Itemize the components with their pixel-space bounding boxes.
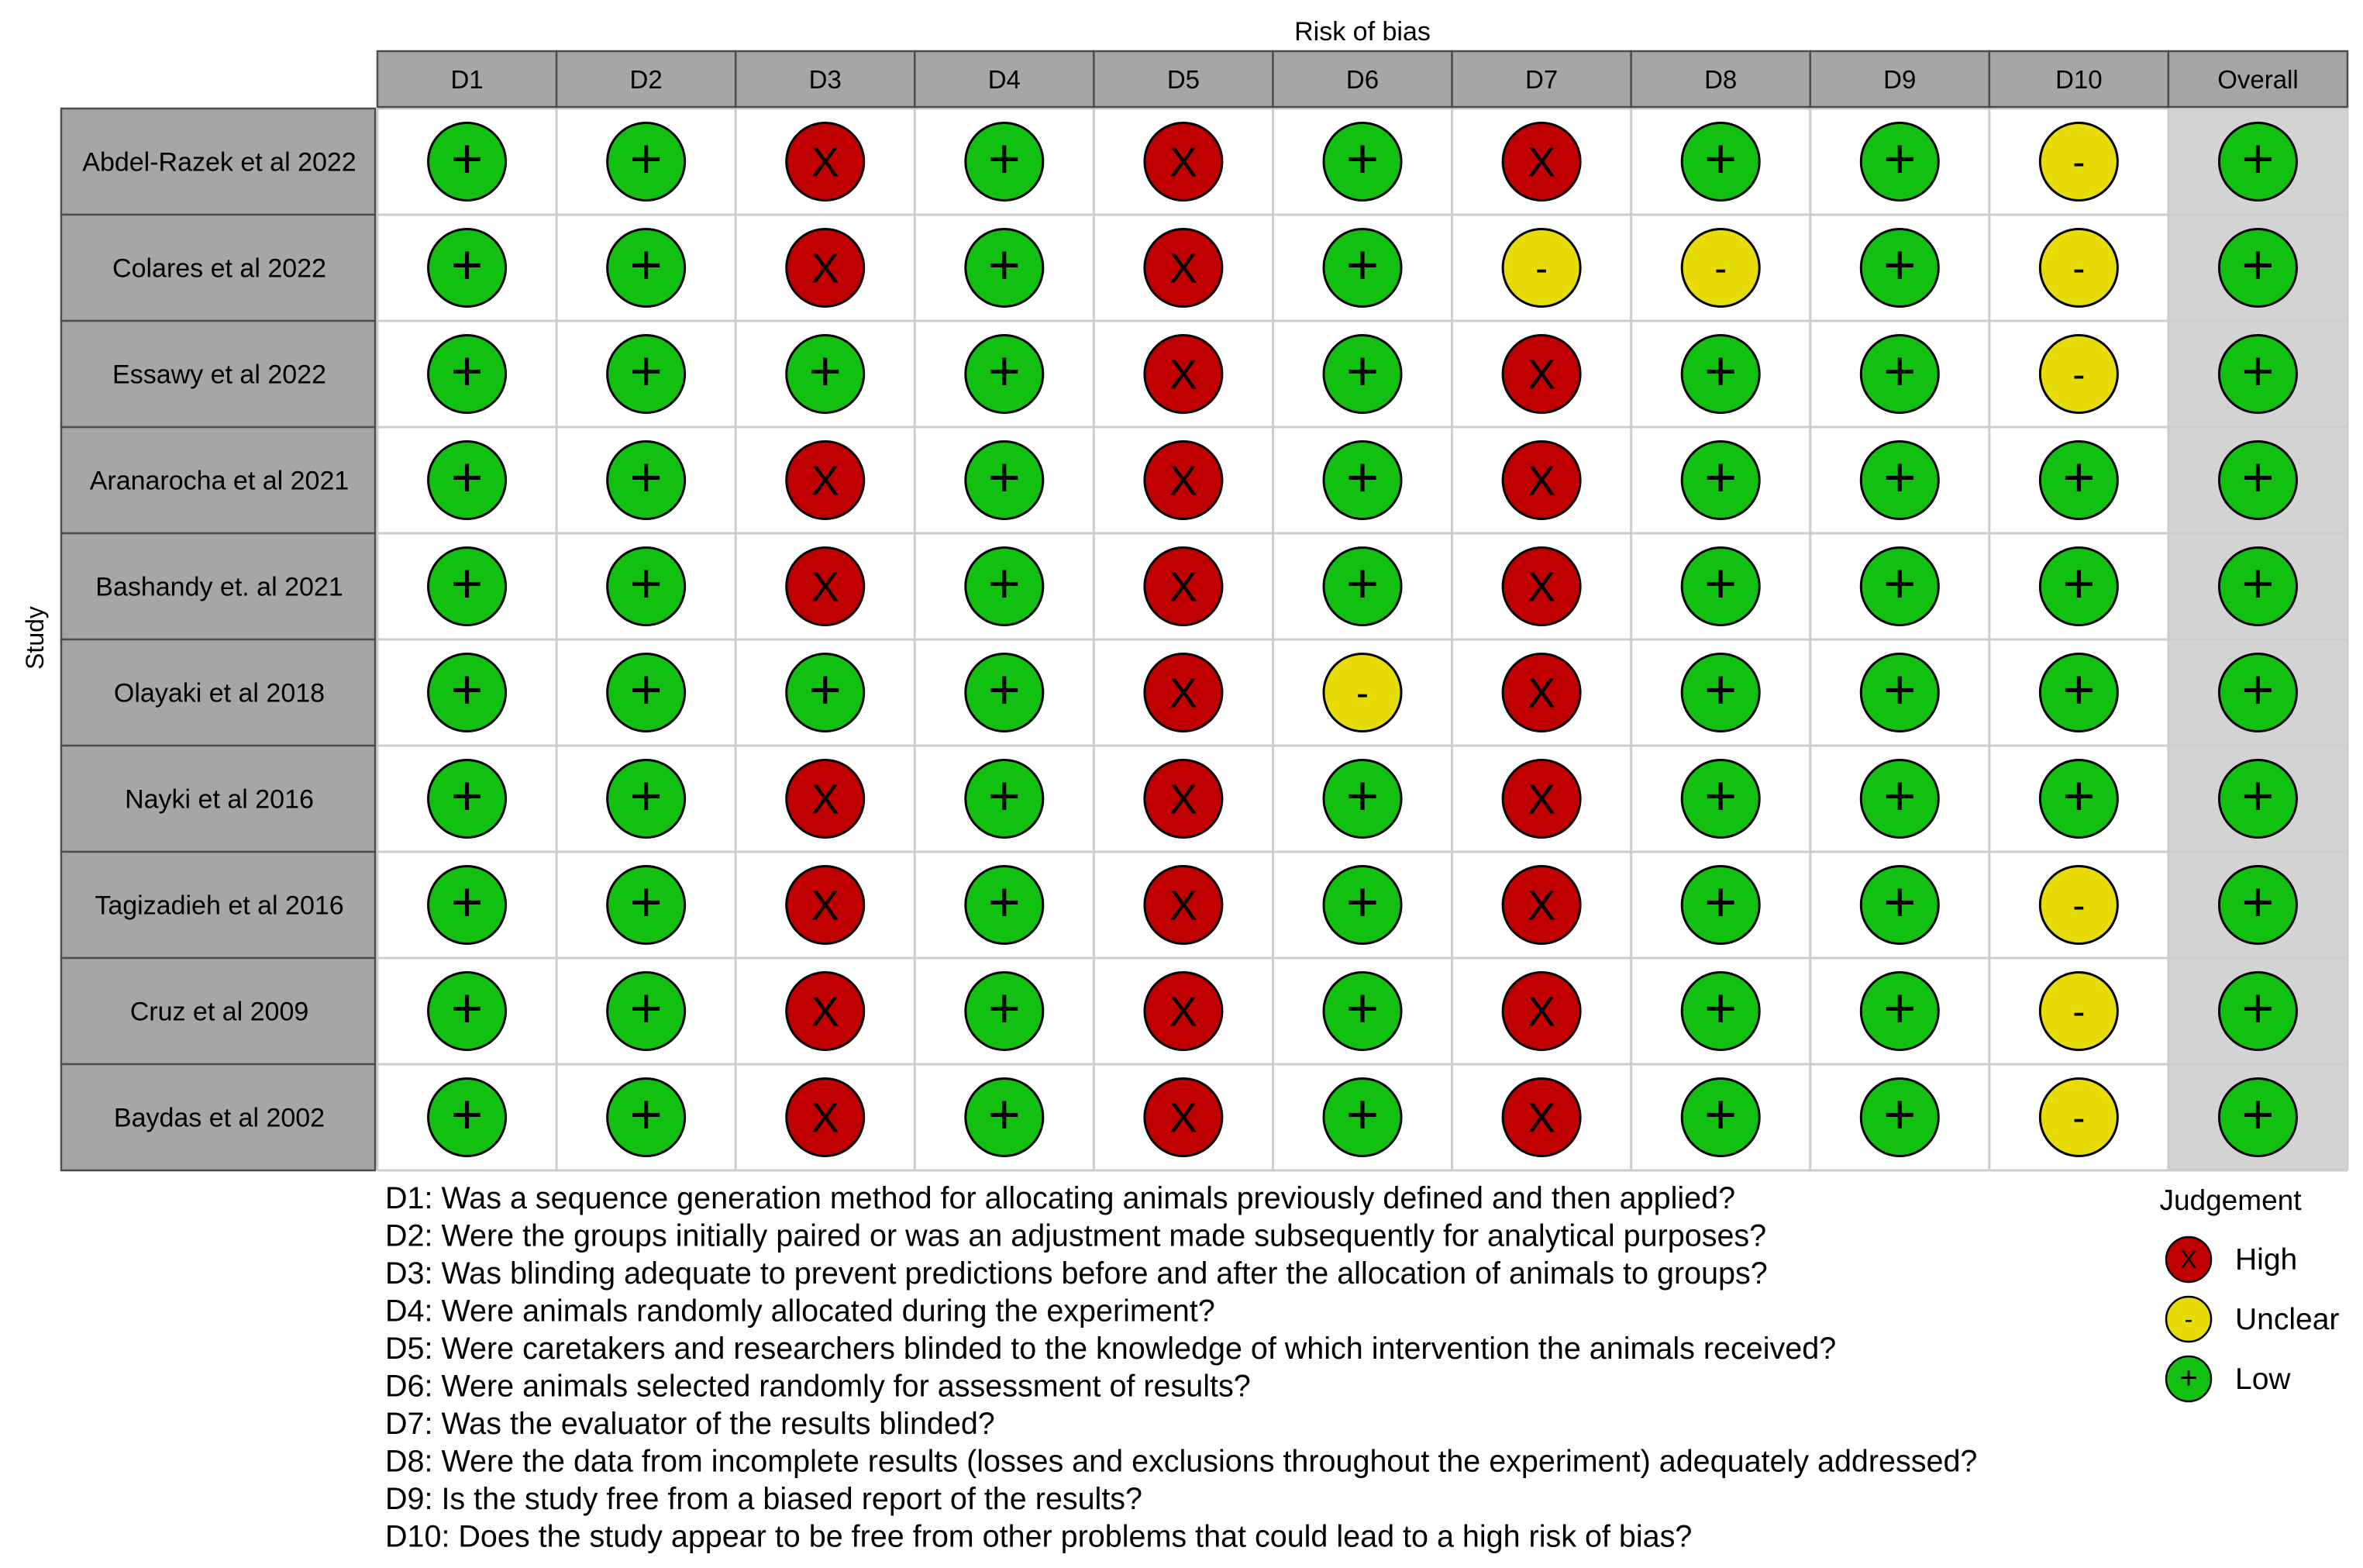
judgement-symbol: X <box>1528 776 1556 823</box>
judgement-point <box>966 336 1043 413</box>
study-label: Olayaki et al 2018 <box>113 678 326 708</box>
judgement-symbol: + <box>808 659 842 722</box>
judgement-point <box>1145 973 1222 1050</box>
judgement-point <box>966 760 1043 838</box>
judgement-point <box>1682 760 1759 838</box>
judgement-point <box>429 760 506 838</box>
footnote-line: D10: Does the study appear to be free from other problems that could lead to a high risk of bias? <box>385 1519 1693 1554</box>
judgement-symbol: X <box>811 882 839 929</box>
judgement-point <box>1324 760 1401 838</box>
judgement-symbol: + <box>1704 1084 1738 1146</box>
judgement-point <box>429 973 506 1050</box>
judgement-point <box>1324 867 1401 944</box>
judgement-symbol: X <box>1528 988 1556 1036</box>
column-header-label: D7 <box>1524 65 1559 94</box>
judgement-point <box>787 229 864 307</box>
study-label: Nayki et al 2016 <box>125 784 314 815</box>
judgement-point <box>1861 123 1938 201</box>
judgement-point <box>787 123 864 201</box>
legend-symbol: + <box>2179 1361 2198 1395</box>
judgement-symbol: X <box>1169 563 1197 611</box>
judgement-symbol: + <box>629 765 663 828</box>
study-label: Cruz et al 2009 <box>129 997 309 1027</box>
judgement-point <box>1145 548 1222 625</box>
judgement-symbol: + <box>987 234 1021 297</box>
legend-label: High <box>2235 1243 2298 1277</box>
judgement-symbol: + <box>808 340 842 403</box>
judgement-point <box>1682 1079 1759 1156</box>
judgement-point <box>2040 973 2117 1050</box>
judgement-point <box>608 229 685 307</box>
judgement-point <box>608 336 685 413</box>
legend-symbol: - <box>2184 1305 2193 1333</box>
judgement-point <box>1324 548 1401 625</box>
judgement-symbol: - <box>2072 142 2086 184</box>
footnote-line: D4: Were animals randomly allocated during the experiment? <box>385 1294 1215 1328</box>
judgement-point <box>1861 760 1938 838</box>
judgement-symbol: - <box>1714 248 1727 290</box>
judgement-symbol: X <box>1528 351 1556 398</box>
judgement-symbol: + <box>1883 977 1917 1040</box>
judgement-symbol: X <box>1169 245 1197 292</box>
judgement-symbol: + <box>1345 765 1380 828</box>
column-header-label: D4 <box>987 65 1021 94</box>
judgement-point <box>1861 867 1938 944</box>
judgement-symbol: + <box>1345 234 1380 297</box>
judgement-point <box>2040 336 2117 413</box>
judgement-symbol: + <box>450 765 484 828</box>
judgement-symbol: + <box>987 659 1021 722</box>
judgement-symbol: + <box>1345 871 1380 934</box>
judgement-point <box>1503 229 1580 307</box>
judgement-point <box>787 336 864 413</box>
judgement-point <box>966 123 1043 201</box>
legend-label: Unclear <box>2235 1303 2340 1336</box>
judgement-point <box>2040 442 2117 519</box>
judgement-point <box>1145 654 1222 732</box>
judgement-point <box>1682 973 1759 1050</box>
judgement-symbol: + <box>1883 1084 1917 1146</box>
y-axis-label: Study <box>21 606 49 670</box>
judgement-symbol: + <box>987 128 1021 191</box>
study-label: Abdel-Razek et al 2022 <box>82 147 357 177</box>
judgement-point <box>1503 336 1580 413</box>
judgement-point <box>2040 867 2117 944</box>
judgement-point <box>2219 760 2296 838</box>
judgement-point <box>787 548 864 625</box>
judgement-symbol: X <box>811 776 839 823</box>
column-header-label: Overall <box>2217 65 2299 94</box>
judgement-symbol: + <box>1883 446 1917 509</box>
judgement-symbol: + <box>450 128 484 191</box>
judgement-point <box>1324 973 1401 1050</box>
judgement-symbol: + <box>629 446 663 509</box>
judgement-symbol: + <box>987 340 1021 403</box>
judgement-symbol: + <box>629 977 663 1040</box>
judgement-point <box>1682 654 1759 732</box>
judgement-point <box>608 973 685 1050</box>
footnote-line: D6: Were animals selected randomly for assessment of results? <box>385 1369 1251 1404</box>
column-header-label: D9 <box>1883 65 1917 94</box>
judgement-symbol: - <box>2072 991 2086 1033</box>
judgement-symbol: + <box>987 977 1021 1040</box>
judgement-symbol: + <box>450 977 484 1040</box>
judgement-symbol: + <box>1883 553 1917 615</box>
judgement-point <box>966 548 1043 625</box>
judgement-symbol: + <box>2241 1084 2275 1146</box>
judgement-point <box>2219 654 2296 732</box>
judgement-point <box>608 123 685 201</box>
judgement-symbol: + <box>2062 765 2096 828</box>
judgement-point <box>2219 973 2296 1050</box>
judgement-point <box>966 973 1043 1050</box>
judgement-symbol: + <box>987 871 1021 934</box>
judgement-point <box>2040 229 2117 307</box>
judgement-point <box>1682 229 1759 307</box>
judgement-point <box>608 548 685 625</box>
judgement-symbol: + <box>629 1084 663 1146</box>
judgement-symbol: + <box>450 553 484 615</box>
column-header-label: D3 <box>808 65 842 94</box>
judgement-point <box>1324 654 1401 732</box>
judgement-symbol: + <box>1883 234 1917 297</box>
judgement-symbol: + <box>1704 765 1738 828</box>
judgement-symbol: X <box>1169 776 1197 823</box>
judgement-point <box>1861 654 1938 732</box>
judgement-symbol: + <box>1345 128 1380 191</box>
judgement-symbol: + <box>1345 977 1380 1040</box>
judgement-symbol: + <box>1345 553 1380 615</box>
judgement-symbol: X <box>1528 457 1556 505</box>
column-header-label: D5 <box>1166 65 1200 94</box>
judgement-symbol: + <box>2241 553 2275 615</box>
judgement-point <box>2040 760 2117 838</box>
judgement-symbol: + <box>629 553 663 615</box>
footnote-line: D5: Were caretakers and researchers blinded to the knowledge of which intervention the animals received? <box>385 1332 1837 1366</box>
judgement-symbol: X <box>1528 563 1556 611</box>
judgement-symbol: + <box>450 871 484 934</box>
judgement-point <box>2219 1079 2296 1156</box>
legend <box>2159 1184 2339 1401</box>
judgement-symbol: + <box>1704 340 1738 403</box>
judgement-point <box>1145 760 1222 838</box>
judgement-symbol: + <box>1883 340 1917 403</box>
judgement-point <box>1145 867 1222 944</box>
judgement-point <box>1145 229 1222 307</box>
legend-item <box>2166 1356 2291 1401</box>
judgement-symbol: + <box>987 446 1021 509</box>
judgement-symbol: + <box>1345 446 1380 509</box>
judgement-point <box>2040 123 2117 201</box>
judgement-point <box>787 442 864 519</box>
judgement-symbol: + <box>2241 765 2275 828</box>
legend-item <box>2166 1237 2297 1282</box>
judgement-point <box>1503 442 1580 519</box>
study-label: Colares et al 2022 <box>112 253 326 284</box>
judgement-point <box>787 867 864 944</box>
judgement-symbol: + <box>2241 977 2275 1040</box>
judgement-point <box>787 973 864 1050</box>
judgement-point <box>429 654 506 732</box>
judgement-point <box>1682 336 1759 413</box>
study-label: Essawy et al 2022 <box>112 360 326 390</box>
judgement-point <box>1145 1079 1222 1156</box>
judgement-symbol: + <box>1704 128 1738 191</box>
judgement-symbol: + <box>629 340 663 403</box>
judgement-symbol: - <box>2072 248 2086 290</box>
judgement-symbol: + <box>450 1084 484 1146</box>
study-labels <box>61 109 375 1170</box>
legend-title: Judgement <box>2159 1184 2302 1216</box>
judgement-point <box>1324 123 1401 201</box>
judgement-symbol: + <box>1345 340 1380 403</box>
legend-label: Low <box>2235 1363 2291 1396</box>
judgement-point <box>787 654 864 732</box>
column-header-label: D1 <box>450 65 484 94</box>
judgement-symbol: X <box>1169 351 1197 398</box>
judgement-point <box>1145 123 1222 201</box>
judgement-point <box>2219 123 2296 201</box>
judgement-symbol: + <box>450 659 484 722</box>
judgement-symbol: + <box>450 446 484 509</box>
judgement-point <box>1682 442 1759 519</box>
judgement-point <box>2040 654 2117 732</box>
footnote-line: D2: Were the groups initially paired or was an adjustment made subsequently for analytical purposes? <box>385 1218 1767 1253</box>
judgement-symbol: + <box>1883 128 1917 191</box>
judgement-point <box>2219 442 2296 519</box>
judgement-symbol: + <box>1704 659 1738 722</box>
judgement-point <box>608 760 685 838</box>
judgement-point <box>1324 229 1401 307</box>
judgement-point <box>2219 867 2296 944</box>
judgement-symbol: X <box>1169 1094 1197 1142</box>
judgement-symbol: X <box>811 245 839 292</box>
judgement-symbol: X <box>1169 882 1197 929</box>
judgement-point <box>966 442 1043 519</box>
judgement-point <box>966 867 1043 944</box>
column-header-label: D10 <box>2055 65 2103 94</box>
judgement-symbol: X <box>811 988 839 1036</box>
column-header-label: D8 <box>1704 65 1738 94</box>
judgement-point <box>1861 548 1938 625</box>
legend-item <box>2166 1297 2339 1342</box>
judgement-symbol: X <box>811 139 839 186</box>
judgement-point <box>1682 867 1759 944</box>
judgement-point <box>2040 1079 2117 1156</box>
judgement-point <box>429 867 506 944</box>
judgement-point <box>1503 973 1580 1050</box>
judgement-point <box>429 1079 506 1156</box>
judgement-symbol: + <box>1704 977 1738 1040</box>
judgement-symbol: + <box>629 659 663 722</box>
judgement-symbol: + <box>1883 765 1917 828</box>
judgement-symbol: X <box>1169 457 1197 505</box>
judgement-point <box>608 867 685 944</box>
judgement-symbol: X <box>811 457 839 505</box>
judgement-symbol: - <box>1535 248 1548 290</box>
judgement-point <box>1145 336 1222 413</box>
judgement-point <box>966 1079 1043 1156</box>
judgement-symbol: + <box>2241 234 2275 297</box>
judgement-symbol: + <box>987 1084 1021 1146</box>
judgement-point <box>966 654 1043 732</box>
judgement-point <box>2040 548 2117 625</box>
judgement-point <box>787 1079 864 1156</box>
judgement-symbol: + <box>2241 871 2275 934</box>
footnote-line: D7: Was the evaluator of the results blinded? <box>385 1407 995 1441</box>
study-label: Aranarocha et al 2021 <box>89 466 350 496</box>
judgement-symbol: + <box>1883 659 1917 722</box>
footnote-line: D3: Was blinding adequate to prevent predictions before and after the allocation of animals to groups? <box>385 1256 1768 1291</box>
judgement-point <box>1861 229 1938 307</box>
judgement-point <box>1324 1079 1401 1156</box>
judgement-symbol: + <box>2241 659 2275 722</box>
judgement-point <box>2219 548 2296 625</box>
column-headers <box>377 51 2347 107</box>
judgement-symbol: + <box>450 234 484 297</box>
legend-symbol: X <box>2180 1246 2197 1273</box>
judgement-point <box>608 442 685 519</box>
judgement-symbol: + <box>2062 553 2096 615</box>
judgement-point <box>1503 654 1580 732</box>
judgement-symbol: + <box>2062 659 2096 722</box>
judgement-symbol: X <box>1528 882 1556 929</box>
judgement-symbol: + <box>987 553 1021 615</box>
judgement-symbol: - <box>2072 354 2086 396</box>
judgement-point <box>1861 336 1938 413</box>
judgement-point <box>1861 442 1938 519</box>
judgement-symbol: X <box>1528 139 1556 186</box>
judgement-point <box>1861 1079 1938 1156</box>
judgement-symbol: - <box>2072 885 2086 927</box>
judgement-point <box>787 760 864 838</box>
judgement-symbol: X <box>1528 1094 1556 1142</box>
judgement-symbol: + <box>1704 553 1738 615</box>
footnote-line: D9: Is the study free from a biased report of the results? <box>385 1482 1143 1516</box>
judgement-point <box>2219 336 2296 413</box>
judgement-symbol: + <box>1704 446 1738 509</box>
judgement-point <box>966 229 1043 307</box>
study-label: Bashandy et. al 2021 <box>95 572 343 602</box>
judgement-symbol: + <box>987 765 1021 828</box>
study-label: Tagizadieh et al 2016 <box>95 891 344 921</box>
footnote-line: D8: Were the data from incomplete results (losses and exclusions throughout the experiment) adequately addressed? <box>385 1444 1978 1479</box>
judgement-point <box>429 123 506 201</box>
judgement-symbol: + <box>1345 1084 1380 1146</box>
judgement-symbol: + <box>2062 446 2096 509</box>
judgement-symbol: - <box>1356 673 1369 715</box>
judgement-point <box>1324 442 1401 519</box>
judgement-symbol: + <box>629 128 663 191</box>
domain-footnotes <box>385 1181 1977 1554</box>
judgement-point <box>1503 548 1580 625</box>
judgement-point <box>429 442 506 519</box>
column-header-label: D2 <box>629 65 663 94</box>
study-label: Baydas et al 2002 <box>113 1103 326 1133</box>
judgement-point <box>1503 123 1580 201</box>
judgement-point <box>608 1079 685 1156</box>
judgement-symbol: + <box>629 871 663 934</box>
chart-title: Risk of bias <box>1294 17 1431 47</box>
judgement-point <box>429 229 506 307</box>
judgement-symbol: + <box>1704 871 1738 934</box>
judgement-point <box>1324 336 1401 413</box>
judgement-point <box>1861 973 1938 1050</box>
judgement-point <box>1682 548 1759 625</box>
judgement-point <box>429 548 506 625</box>
judgement-point <box>429 336 506 413</box>
judgement-symbol: X <box>1169 139 1197 186</box>
judgement-symbol: X <box>811 1094 839 1142</box>
judgement-point <box>1145 442 1222 519</box>
judgement-symbol: + <box>2241 128 2275 191</box>
judgement-symbol: X <box>1169 988 1197 1036</box>
judgement-symbol: + <box>1883 871 1917 934</box>
column-header-label: D6 <box>1345 65 1380 94</box>
judgement-symbol: - <box>2072 1098 2086 1139</box>
judgement-point <box>1503 867 1580 944</box>
judgement-symbol: X <box>1169 670 1197 717</box>
judgement-symbol: + <box>629 234 663 297</box>
judgement-point <box>1503 1079 1580 1156</box>
footnote-line: D1: Was a sequence generation method for allocating animals previously defined and then applied? <box>385 1181 1736 1215</box>
judgement-symbol: X <box>1528 670 1556 717</box>
judgement-symbol: + <box>2241 340 2275 403</box>
judgement-point <box>2219 229 2296 307</box>
judgement-point <box>1682 123 1759 201</box>
judgement-point <box>1503 760 1580 838</box>
judgement-point <box>608 654 685 732</box>
judgement-symbol: X <box>811 563 839 611</box>
judgement-symbol: + <box>450 340 484 403</box>
judgement-symbol: + <box>2241 446 2275 509</box>
